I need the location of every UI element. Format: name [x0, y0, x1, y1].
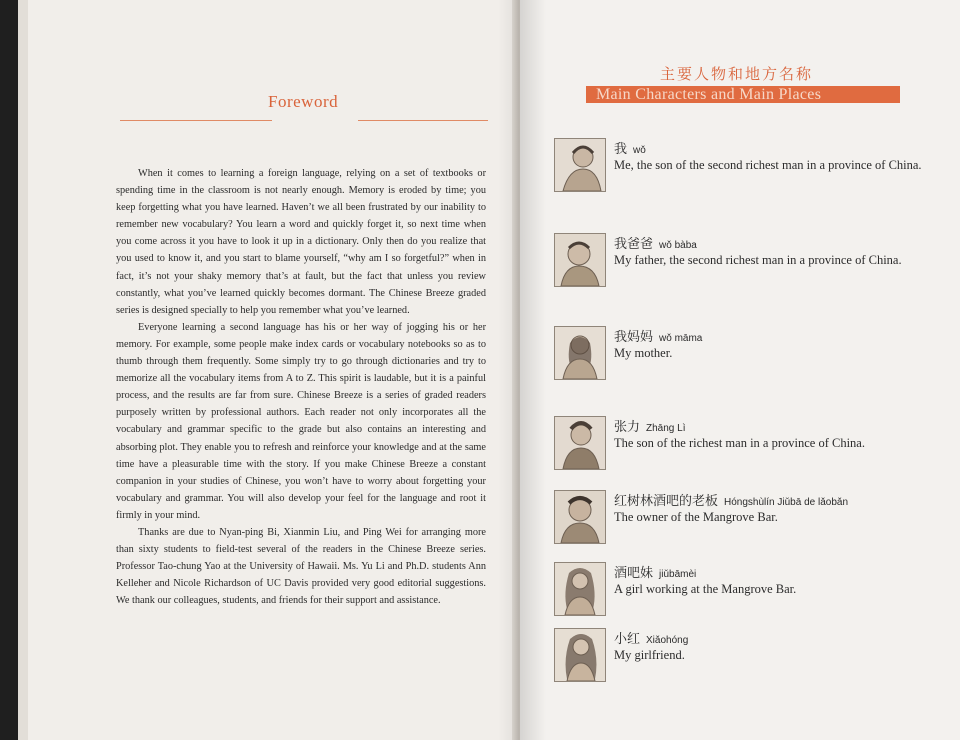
title-rule-right: [358, 120, 488, 121]
character-portrait: [554, 490, 606, 544]
character-portrait: [554, 138, 606, 192]
character-entry: [554, 233, 954, 293]
character-description: A girl working at the Mangrove Bar.: [614, 582, 797, 596]
character-name: [614, 138, 646, 157]
character-portrait: [554, 326, 606, 380]
foreword-page: [28, 0, 528, 740]
foreword-paragraph-1: When it comes to learning a foreign language, relying on a set of textbooks or spending time in the classroom is not nearly enough. Memory is eroded by time; you keep forgetting what you have learned. Haven’t we all been frustrated by our inability to remember new vocabulary? You learn a word and quickly forget it, so next time when you come across it you have to look it up in a dictionary. Only then do you realize that you used to know it, and you start to blame yourself, “why am I so forgetful?” when in fact, it’s not your shaky memory that’s at fault, but the fact that unless you review constantly, what you’ve learned quickly becomes dormant. The Chinese Breeze graded series is designed specially to help you remember what you’ve learned.: [116, 168, 486, 316]
character-name: [614, 490, 848, 509]
foreword-paragraph-2: Everyone learning a second language has his or her way of jogging his or her memory. For example, some people make index cards or vocabulary notebooks so as to thumb through them frequently. Some simply try to go through dictionaries and try to memorize all the vocabulary items from A to Z. This spirit is laudable, but it is a painful process, and the results are far from sure. Chinese Breeze is a series of graded readers purposely written by professional authors. Each reader not only incorporates all the vocabulary and grammar specific to the grade but also contains an interesting and absorbing plot. They enable you to refresh and reinforce your knowledge and at the same time have a pleasurable time with the story. If you make Chinese Breeze a constant companion in your studies of Chinese, you won’t have to worry about forgetting your vocabulary and grammar. You will also develop your feel for the language and root it firmly in your mind.: [116, 321, 486, 521]
character-name: [614, 326, 702, 345]
title-rule-left: [120, 120, 272, 121]
pinyin: wǒ bàba: [659, 240, 697, 251]
foreword-body: [116, 165, 486, 609]
character-portrait: [554, 416, 606, 470]
pinyin: Zhāng Lì: [646, 423, 686, 434]
character-name: [614, 562, 696, 581]
chinese-name: 我爸爸: [614, 237, 654, 252]
pinyin: wǒ māma: [659, 333, 703, 344]
character-portrait: [554, 233, 606, 287]
pinyin: wǒ: [633, 145, 646, 156]
pinyin: Xiǎohóng: [646, 635, 689, 646]
chinese-name: 小红: [614, 632, 641, 647]
character-description: My girlfriend.: [614, 648, 685, 662]
character-description: The son of the richest man in a province of China.: [614, 436, 865, 450]
character-entry: [554, 628, 954, 688]
character-name: [614, 416, 686, 435]
character-portrait: [554, 628, 606, 682]
pinyin: jiǔbāmèi: [659, 569, 697, 580]
character-description: My father, the second richest man in a province of China.: [614, 253, 902, 267]
chinese-name: 红树林酒吧的老板: [614, 494, 719, 509]
character-entry: [554, 490, 954, 550]
characters-page: [520, 0, 960, 740]
character-description: Me, the son of the second richest man in a province of China.: [614, 158, 922, 172]
character-description: My mother.: [614, 346, 673, 360]
character-entry: [554, 326, 954, 386]
character-name: [614, 628, 688, 647]
chinese-name: 酒吧妹: [614, 566, 654, 581]
character-name: [614, 233, 697, 252]
chinese-name: 我: [614, 142, 628, 157]
character-description: The owner of the Mangrove Bar.: [614, 510, 778, 524]
character-portrait: [554, 562, 606, 616]
characters-title-english: Main Characters and Main Places: [596, 86, 822, 103]
chinese-name: 张力: [614, 420, 641, 435]
character-entry: [554, 416, 954, 476]
character-entry: [554, 562, 954, 622]
characters-title-chinese: 主要人物和地方名称: [660, 65, 814, 83]
character-entry: [554, 138, 954, 198]
foreword-paragraph-3: Thanks are due to Nyan-ping Bi, Xianmin Liu, and Ping Wei for arranging more than sixty students to field-test several of the readers in the Chinese Breeze series. Professor Tao-chung Yao at the University of Hawaii. Ms. Yu Li and Ph.D. students Ann Kelleher and Nicole Richardson of UC Davis provided very good editorial suggestions. We thank our colleagues, students, and friends for their support and assistance.: [116, 526, 486, 607]
pinyin: Hóngshùlín Jiǔbā de lǎobǎn: [724, 497, 848, 508]
chinese-name: 我妈妈: [614, 330, 654, 345]
book-spread: [10, 0, 960, 740]
foreword-title: Foreword: [268, 92, 339, 111]
